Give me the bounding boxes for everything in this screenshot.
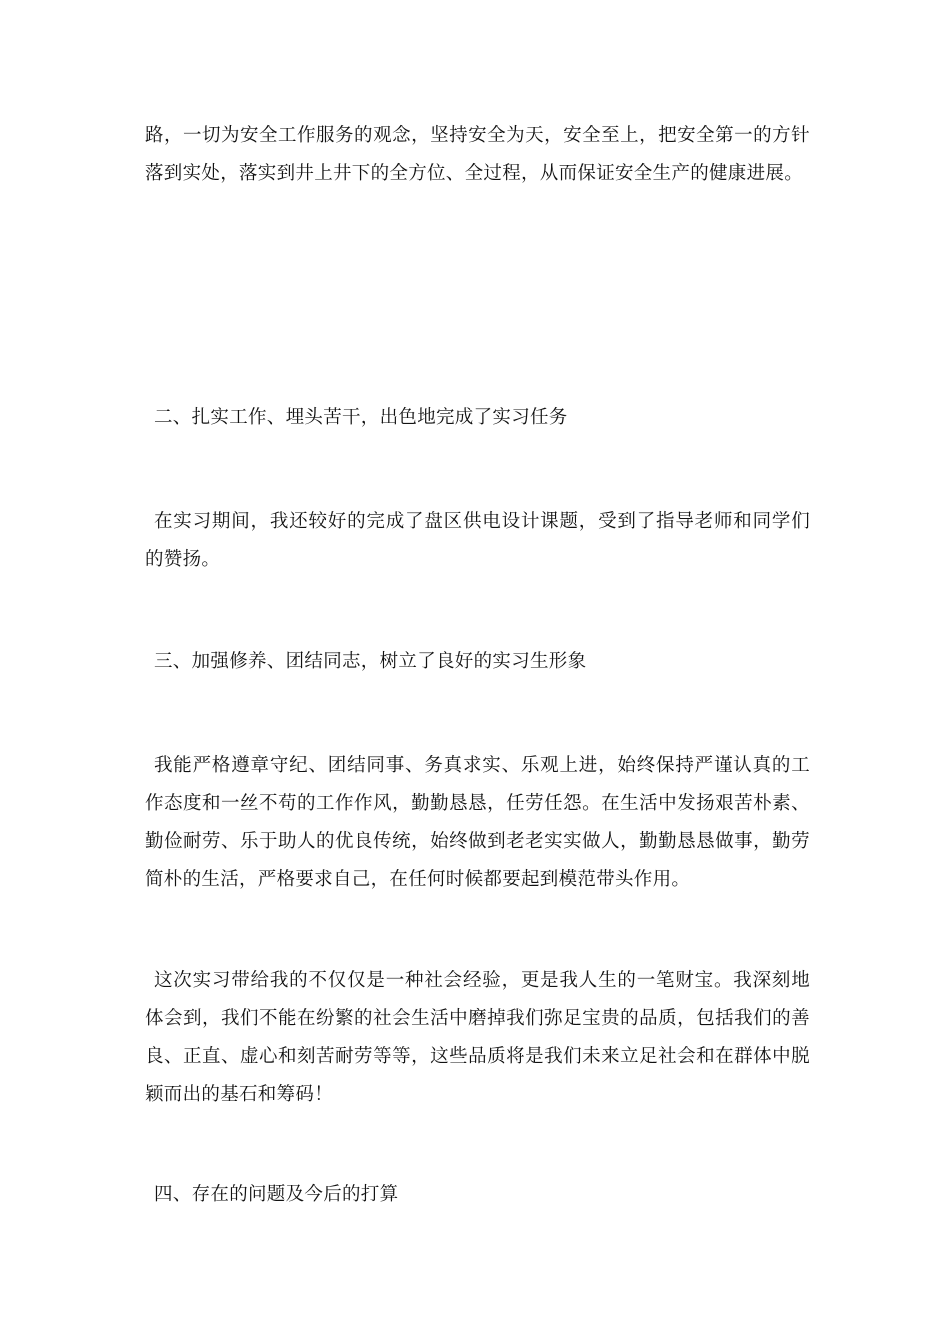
section-heading-2: 二、扎实工作、埋头苦干，出色地完成了实习任务 (154, 407, 568, 428)
paragraph-safety-concept: 路，一切为安全工作服务的观念，坚持安全为天，安全至上，把安全第一的方针落到实处，落实到井上井下的全方位、全过程，从而保证安全生产的健康进展。 (145, 125, 810, 184)
paragraph-self-discipline: 我能严格遵章守纪、团结同事、务真求实、乐观上进，始终保持严谨认真的工作态度和一丝不苟的工作作风，勤勤恳恳，任劳任怨。在生活中发扬艰苦朴素、勤俭耐劳、乐于助人的优良传统，始终做到老老实实做人，勤勤恳恳做事，勤劳简朴的生活，严格要求自己，在任何时候都要起到模范带头作用。 (145, 755, 810, 890)
paragraph-internship-task: 在实习期间，我还较好的完成了盘区供电设计课题，受到了指导老师和同学们的赞扬。 (145, 511, 810, 570)
section-heading-4: 四、存在的问题及今后的打算 (154, 1184, 399, 1205)
paragraph-experience-value: 这次实习带给我的不仅仅是一种社会经验，更是我人生的一笔财宝。我深刻地体会到，我们不能在纷繁的社会生活中磨掉我们弥足宝贵的品质，包括我们的善良、正直、虚心和刻苦耐劳等等，这些品质将是我们未来立足社会和在群体中脱颖而出的基石和筹码！ (145, 970, 810, 1105)
section-heading-3: 三、加强修养、团结同志，树立了良好的实习生形象 (154, 651, 587, 672)
